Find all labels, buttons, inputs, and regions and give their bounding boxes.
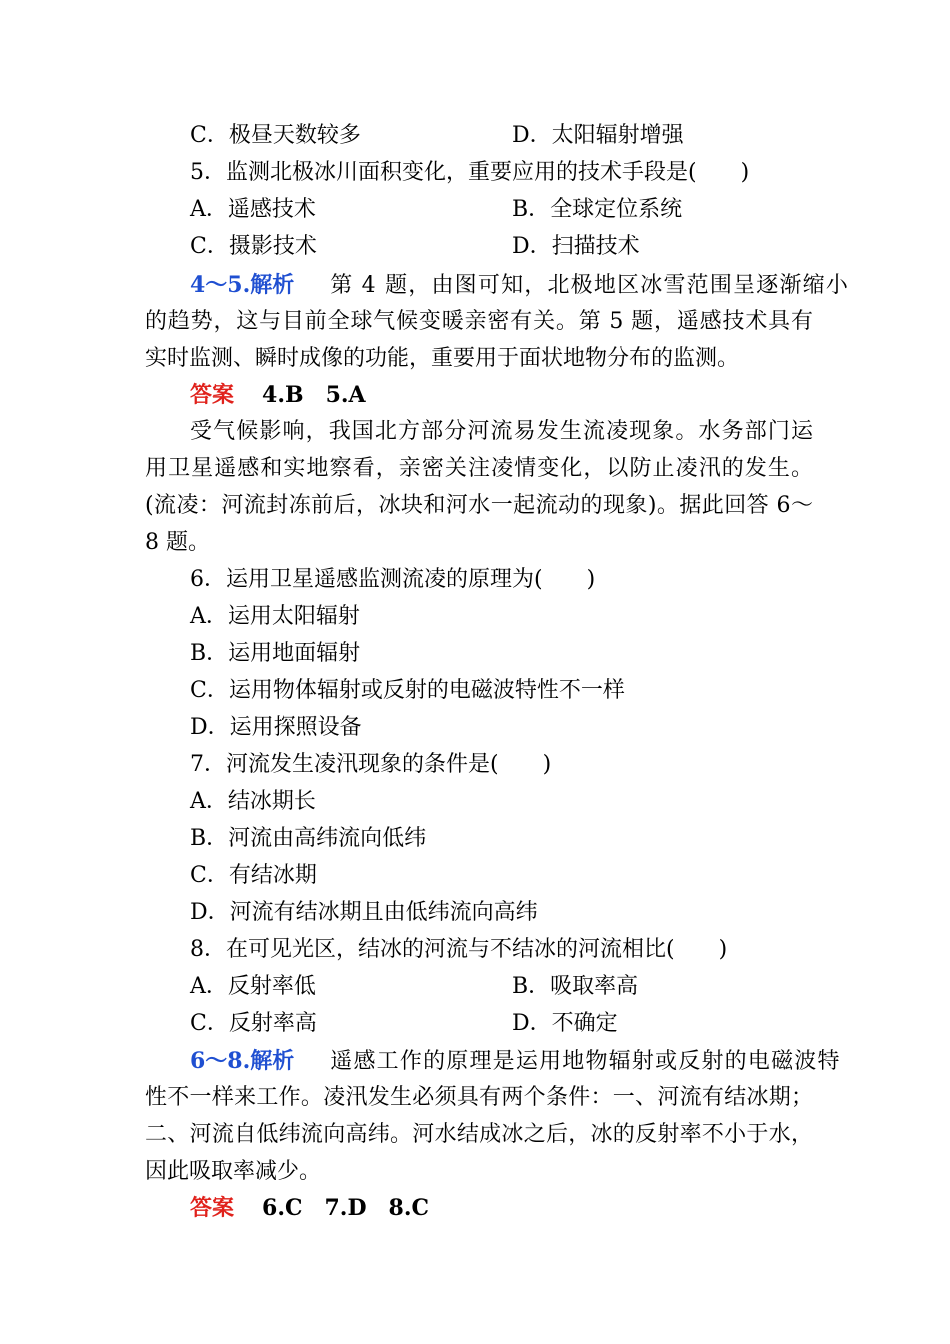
q5-option-c: C．摄影技术 [190,234,317,259]
analysis-6-8-text-3: 二、河流自低纬流向高纬。河水结成冰之后，冰的反射率不小于水， [145,1122,813,1147]
material-text-2: 用卫星遥感和实地察看，亲密关注凌情变化，以防止凌汛的发生。 [145,456,813,481]
q5-option-b: B．全球定位系统 [512,197,683,222]
q8-option-b: B．吸取率高 [512,974,639,999]
q4-option-c: C．极昼天数较多 [190,123,361,148]
q7-option-a: A．结冰期长 [190,789,316,814]
q7-option-d: D．河流有结冰期且由低纬流向高纬 [190,900,538,925]
analysis-4-5-label: 4～5.解析 [190,272,295,298]
analysis-6-8-text-4: 因此吸取率减少。 [145,1159,322,1184]
answer-4-5-text: 4.B 5.A [262,382,366,408]
answer-6-8-text: 6.C 7.D 8.C [262,1195,430,1221]
answer-6-8 [190,1193,429,1224]
q6-option-d: D．运用探照设备 [190,715,362,740]
q8-option-a: A．反射率低 [190,974,316,999]
q5-option-d: D．扫描技术 [512,234,640,259]
answer-4-5 [190,380,366,411]
material-text-3: (流凌：河流封冻前后，冰块和河水一起流动的现象)。据此回答 6～ [145,493,813,518]
analysis-6-8-text-2: 性不一样来工作。凌汛发生必须具有两个条件：一、河流有结冰期； [145,1085,813,1110]
material-text-4: 8 题。 [145,530,210,555]
q6-option-b: B．运用地面辐射 [190,641,361,666]
analysis-4-5-text-2: 的趋势，这与目前全球气候变暖亲密有关。第 5 题，遥感技术具有 [145,309,813,334]
analysis-6-8-first-line [190,1046,841,1077]
analysis-4-5-first-line [190,270,850,301]
q7-option-c: C．有结冰期 [190,863,317,888]
q8-option-d: D．不确定 [512,1011,618,1036]
q4-option-d: D．太阳辐射增强 [512,123,684,148]
q8-stem: 8．在可见光区，结冰的河流与不结冰的河流相比( ) [190,937,728,962]
q5-stem: 5．监测北极冰川面积变化，重要应用的技术手段是( ) [190,160,750,185]
analysis-4-5-text-3: 实时监测、瞬时成像的功能，重要用于面状地物分布的监测。 [145,346,740,371]
material-text-1: 受气候影响，我国北方部分河流易发生流凌现象。水务部门运 [190,419,813,444]
q5-option-a: A．遥感技术 [190,197,316,222]
analysis-6-8-label: 6～8.解析 [190,1048,295,1074]
q7-option-b: B．河流由高纬流向低纬 [190,826,427,851]
q6-option-c: C．运用物体辐射或反射的电磁波特性不一样 [190,678,625,703]
analysis-4-5-text-1: 第 4 题，由图可知，北极地区冰雪范围呈逐渐缩小 [330,273,850,298]
answer-4-5-label: 答案 [190,382,235,408]
analysis-6-8-text-1: 遥感工作的原理是运用地物辐射或反射的电磁波特 [330,1049,841,1074]
q6-option-a: A．运用太阳辐射 [190,604,360,629]
q8-option-c: C．反射率高 [190,1011,317,1036]
answer-6-8-label: 答案 [190,1195,235,1221]
q7-stem: 7．河流发生凌汛现象的条件是( ) [190,752,552,777]
q6-stem: 6．运用卫星遥感监测流凌的原理为( ) [190,567,596,592]
